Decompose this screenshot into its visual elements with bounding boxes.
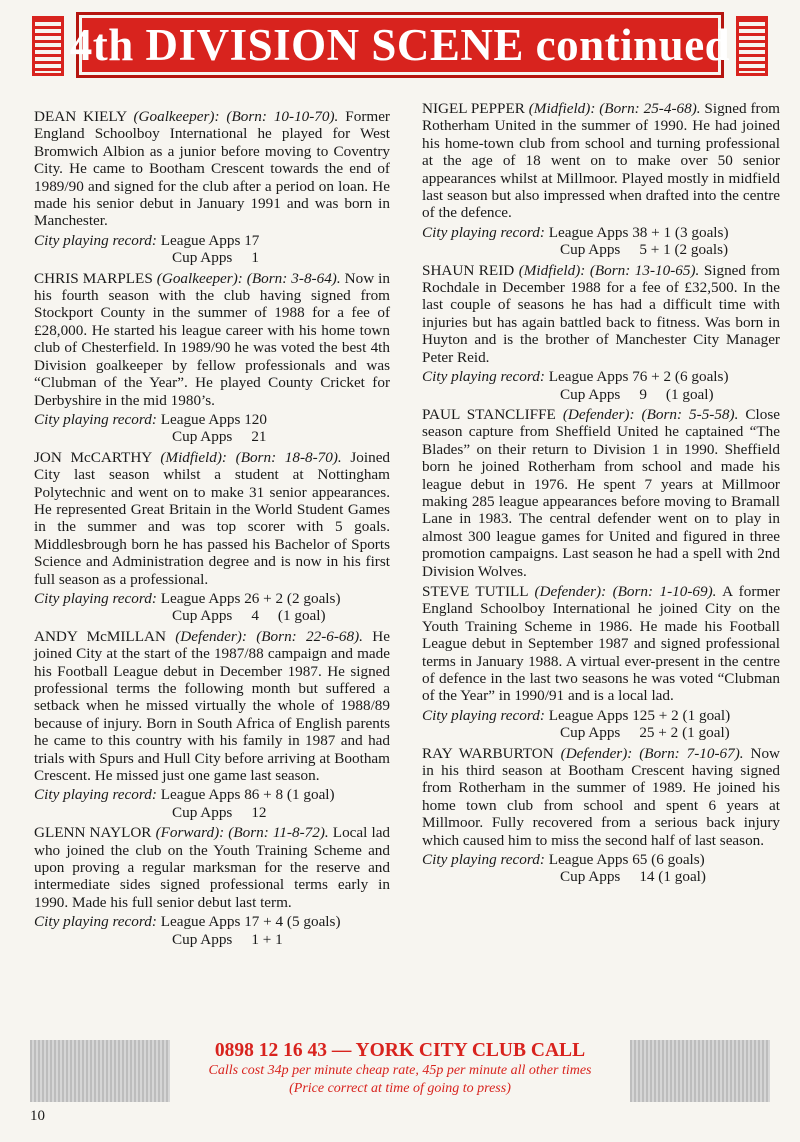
playing-record-label: City playing record:	[34, 786, 157, 804]
player-name: STEVE TUTILL	[422, 582, 528, 600]
playing-record	[34, 232, 390, 267]
player-name: NIGEL PEPPER	[422, 100, 525, 117]
player-profile	[34, 108, 390, 267]
banner-decoration-left	[32, 16, 64, 76]
playing-record	[34, 786, 390, 821]
cup-apps: Cup Apps 1 + 1	[172, 930, 283, 948]
call-cost-line: Calls cost 34p per minute cheap rate, 45p per minute all other times	[208, 1063, 592, 1078]
player-bio: Now in his third season at Bootham Crescent having signed from Rotherham in the summer of 1989. He joined his home town club from school and spent 6 years at Millmoor. Fully recovered from a serious back injury which caused him to miss the second half of last season.	[422, 744, 781, 849]
cup-apps: Cup Apps 25 + 2 (1 goal)	[560, 724, 730, 742]
player-bio-paragraph	[422, 583, 780, 705]
advert-pattern-right	[630, 1040, 770, 1102]
player-bio: Joined City last season whilst a student at Nottingham Polytechnic and went on to make 31 senior appearances. He represented Great Britain in the World Student Games in the summer and was top scorer with 5 goals. Middlesbrough born he has passed his Bachelor of Sports Science and Administration degree and is now in his first full season as a professional.	[34, 448, 391, 588]
player-bio-paragraph	[34, 824, 390, 911]
league-apps: League Apps 65 (6 goals)	[548, 851, 705, 869]
player-name: CHRIS MARPLES	[34, 269, 153, 287]
cup-apps: Cup Apps 14 (1 goal)	[560, 868, 706, 886]
cup-apps: Cup Apps 4 (1 goal)	[172, 607, 326, 625]
playing-record	[34, 411, 390, 446]
player-name: RAY WARBURTON	[422, 744, 554, 762]
player-profile	[422, 745, 780, 886]
right-column	[422, 100, 780, 889]
club-call-phone-line: 0898 12 16 43 — YORK CITY CLUB CALL	[214, 1040, 586, 1061]
player-bio: Local lad who joined the club on the Youth Training Scheme and upon proving a regular marksman for the reserve and intermediate sides signed professional terms early in 1990. Made his full senior debut last term.	[34, 824, 391, 911]
player-bio: Signed from Rochdale in December 1988 for a fee of £32,500. In the last couple of seasons he has had a difficult time with injuries but has again battled back to fitness. Was born in Huyton and is the brother of Manchester City Manager Peter Reid.	[422, 261, 780, 366]
player-bio-paragraph	[422, 262, 780, 366]
player-profile	[34, 824, 390, 948]
playing-record-label: City playing record:	[34, 410, 157, 428]
playing-record-label: City playing record:	[34, 589, 157, 607]
league-apps: League Apps 86 + 8 (1 goal)	[160, 786, 335, 804]
playing-record-label: City playing record:	[422, 706, 545, 724]
league-apps: League Apps 76 + 2 (6 goals)	[548, 368, 729, 386]
player-position-born: (Midfield): (Born: 25-4-68).	[528, 100, 701, 117]
player-position-born: (Defender): (Born: 22-6-68).	[175, 627, 363, 645]
playing-record	[34, 913, 390, 948]
page-title: 4th DIVISION SCENE continued	[69, 20, 731, 70]
cup-apps: Cup Apps 9 (1 goal)	[560, 385, 714, 403]
playing-record-label: City playing record:	[34, 231, 157, 249]
playing-record	[422, 224, 780, 259]
league-apps: League Apps 17	[160, 231, 260, 249]
player-profile	[422, 406, 780, 580]
price-note-line: (Price correct at time of going to press)	[289, 1081, 511, 1096]
league-apps: League Apps 17 + 4 (5 goals)	[160, 913, 341, 931]
player-name: GLENN NAYLOR	[34, 824, 152, 842]
player-position-born: (Goalkeeper): (Born: 3-8-64).	[156, 269, 341, 287]
player-position-born: (Defender): (Born: 7-10-67).	[560, 744, 744, 762]
page-number: 10	[30, 1108, 45, 1124]
cup-apps: Cup Apps 12	[172, 803, 267, 821]
player-bio: Close season capture from Sheffield United he captained “The Blades” on their return to Division 1 in 1990. Sheffield born he joined Rotherham from school and made his league debut in 1976. He spent 7 years at Millmoor making 285 league appearances before moving to Bramall Lane in 1983. The central defender went on to play in almost 300 league games for United and figured in three promotion campaigns. Last season he had a spell with 2nd Division Wolves.	[422, 405, 781, 580]
banner-decoration-right	[736, 16, 768, 76]
player-bio-paragraph	[34, 628, 390, 785]
playing-record-label: City playing record:	[422, 368, 545, 386]
player-bio-paragraph	[422, 100, 780, 222]
player-name: ANDY McMILLAN	[34, 627, 166, 645]
player-name: SHAUN REID	[422, 261, 515, 279]
cup-apps: Cup Apps 5 + 1 (2 goals)	[560, 241, 729, 259]
left-column	[34, 108, 390, 951]
player-bio: Now in his fourth season with the club having signed from Stockport County in the summer of 1988 for a fee of £28,000. He started his league career with his home town club of Chesterfield. In 1989/90 he was voted the best 4th Division goalkeeper by fellow professionals and was “Clubman of the Year”. He played County Cricket for Derbyshire in the mid 1980’s.	[34, 269, 390, 409]
cup-apps: Cup Apps 1	[172, 249, 259, 267]
playing-record-label: City playing record:	[422, 223, 545, 241]
player-profile	[422, 262, 780, 403]
player-name: JON McCARTHY	[34, 448, 152, 466]
player-name: DEAN KIELY	[34, 108, 127, 125]
playing-record-label: City playing record:	[34, 913, 157, 931]
player-position-born: (Goalkeeper): (Born: 10-10-70).	[133, 108, 339, 125]
player-position-born: (Defender): (Born: 1-10-69).	[534, 582, 717, 600]
playing-record	[422, 851, 780, 886]
banner-title-box	[69, 12, 731, 78]
league-apps: League Apps 38 + 1 (3 goals)	[548, 223, 729, 241]
page-banner	[32, 10, 768, 80]
player-bio-paragraph	[422, 406, 780, 580]
player-bio: Signed from Rotherham United in the summer of 1990. He had joined his home-town club from school and turning professional at the age of 18 went on to make over 50 senior appearances whilst at Millmoor. Played mostly in midfield last season but also impressed when drafted into the centre of the defence.	[422, 100, 780, 222]
player-profile	[34, 270, 390, 446]
player-position-born: (Midfield): (Born: 13-10-65).	[518, 261, 700, 279]
cup-apps: Cup Apps 21	[172, 428, 267, 446]
playing-record-label: City playing record:	[422, 851, 545, 869]
player-bio: He joined City at the start of the 1987/88 campaign and made his Football League debut in December 1987. He signed professional terms the following month but suffered a setback when he missed virtually the whole of 1988/89 because of injury. Born in South Africa of English parents he came to this country with his family in 1987 and had trials with Spurs and Hull City before arriving at Bootham Crescent. He missed just one game last season.	[34, 627, 390, 785]
advert-pattern-left	[30, 1040, 170, 1102]
player-profile	[422, 583, 780, 742]
player-position-born: (Midfield): (Born: 18-8-70).	[160, 448, 342, 466]
player-profile	[422, 100, 780, 259]
player-bio-paragraph	[422, 745, 780, 849]
league-apps: League Apps 26 + 2 (2 goals)	[160, 589, 341, 607]
advert-text	[170, 1040, 630, 1098]
player-bio-paragraph	[34, 270, 390, 409]
league-apps: League Apps 120	[160, 410, 267, 428]
player-bio-paragraph	[34, 108, 390, 230]
playing-record	[422, 707, 780, 742]
player-profile	[34, 449, 390, 625]
club-call-advert	[30, 1040, 770, 1102]
playing-record	[422, 368, 780, 403]
league-apps: League Apps 125 + 2 (1 goal)	[548, 706, 731, 724]
player-bio: A former England Schoolboy International he joined City on the Youth Training Scheme in 1986. He made his Football League debut in September 1987 and signed professional terms in January 1988. A virtual ever-present in the centre of defence in the last two seasons he was voted “Clubman of the Year” in 1990/91 and is a local lad.	[422, 582, 780, 705]
player-name: PAUL STANCLIFFE	[422, 405, 556, 423]
player-position-born: (Defender): (Born: 5-5-58).	[562, 405, 739, 423]
player-bio: Former England Schoolboy International he played for West Bromwich Albion as a junior before moving to Coventry City. He came to Bootham Crescent towards the end of 1989/90 and signed for the club after a period on loan. He made his senior debut in January 1991 and was born in Manchester.	[34, 108, 390, 230]
playing-record	[34, 590, 390, 625]
player-bio-paragraph	[34, 449, 390, 588]
player-position-born: (Forward): (Born: 11-8-72).	[155, 824, 329, 842]
player-profile	[34, 628, 390, 821]
